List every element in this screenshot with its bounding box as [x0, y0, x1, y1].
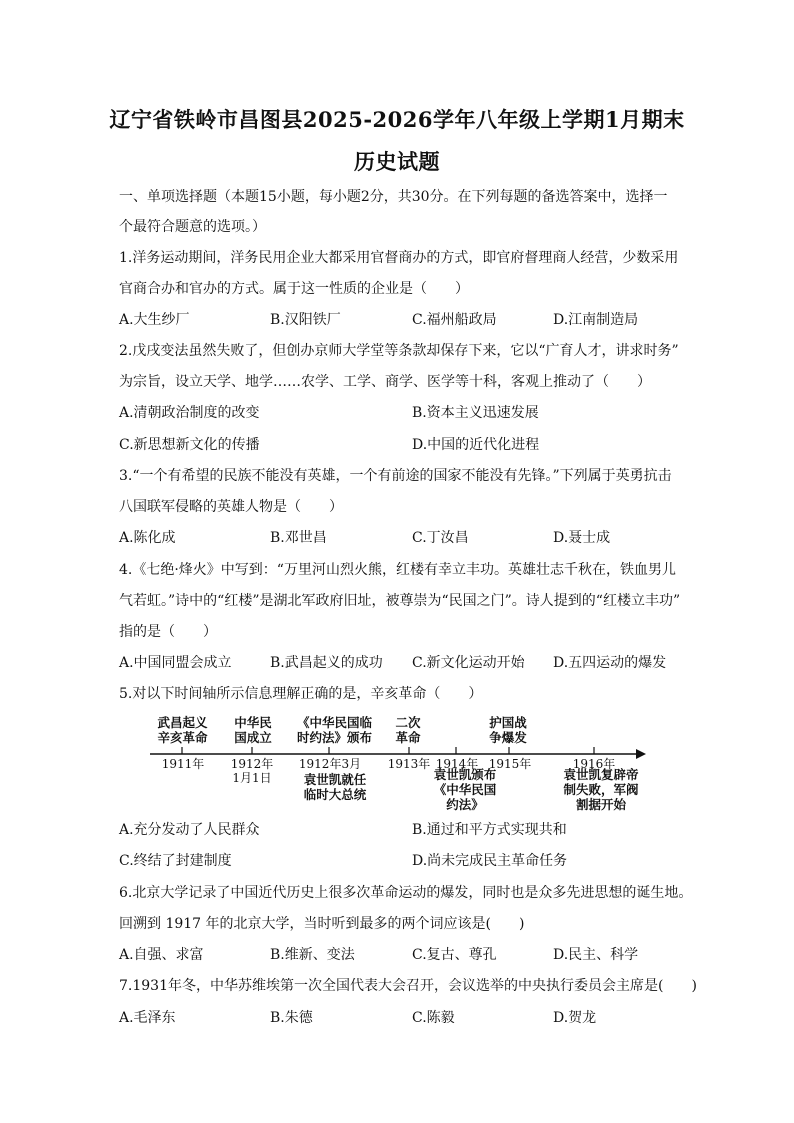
q6-stem-line1: 6.北京大学记录了中国近代历史上很多次革命运动的爆发，同时也是众多先进思想的诞生地。 [119, 885, 693, 901]
timeline-event-roc-founded: 中华民 国成立 [234, 715, 272, 745]
q5-option-c[interactable]: C.终结了封建制度 [119, 853, 232, 869]
q5-option-a[interactable]: A.充分发动了人民群众 [119, 822, 260, 838]
q4-option-c[interactable]: C.新文化运动开始 [412, 655, 525, 671]
q5-stem-line1: 5.对以下时间轴所示信息理解正确的是，辛亥革命（ ） [119, 686, 483, 702]
q3-option-d[interactable]: D.聂士成 [553, 530, 611, 546]
q6-stem-line2: 回溯到 1917 年的北京大学，当时听到最多的两个词应该是( ) [119, 916, 525, 932]
q2-option-d[interactable]: D.中国的近代化进程 [412, 437, 540, 453]
q6-option-d[interactable]: D.民主、科学 [553, 947, 639, 963]
timeline-event-yuan-restoration-fails: 袁世凯复辟帝 制失败，军阀 割据开始 [563, 767, 639, 812]
timeline-date-1911: 1911年 [161, 757, 205, 771]
timeline-event-national-protection-war: 护国战 争爆发 [489, 715, 527, 745]
q1-option-c[interactable]: C.福州船政局 [412, 312, 497, 328]
q2-stem-line2: 为宗旨，设立天学、地学……农学、工学、商学、医学等十科，客观上推动了（ ） [119, 374, 651, 390]
timeline-date-1914: 1914年 [435, 757, 479, 771]
q5-option-b[interactable]: B.通过和平方式实现共和 [412, 822, 567, 838]
q7-stem-line1: 7.1931年冬，中华苏维埃第一次全国代表大会召开，会议选举的中央执行委员会主席是( ) [119, 978, 697, 994]
q1-option-d[interactable]: D.江南制造局 [553, 312, 639, 328]
q2-stem-line1: 2.戊戌变法虽然失败了，但创办京师大学堂等条款却保存下来，它以“广育人才，讲求时务” [119, 343, 679, 359]
q2-option-c[interactable]: C.新思想新文化的传播 [119, 437, 260, 453]
q4-stem-line2: 气若虹。”诗中的“红楼”是湖北军政府旧址，被尊崇为“民国之门”。诗人提到的“红楼立丰功” [119, 593, 681, 609]
timeline-arrow-icon [636, 749, 646, 759]
q6-option-a[interactable]: A.自强、求富 [119, 947, 204, 963]
q4-stem-line3: 指的是（ ） [119, 624, 217, 640]
q1-stem-line2: 官商合办和官办的方式。属于这一性质的企业是（ ） [119, 281, 469, 297]
timeline-date-1916: 1916年 [572, 757, 616, 771]
section-heading-line2: 个最符合题意的选项。） [119, 219, 266, 235]
q7-option-a[interactable]: A.毛泽东 [119, 1010, 176, 1026]
q1-option-a[interactable]: A.大生纱厂 [119, 312, 190, 328]
q4-option-b[interactable]: B.武昌起义的成功 [270, 655, 383, 671]
q3-stem-line1: 3.“一个有希望的民族不能没有英雄，一个有前途的国家不能没有先锋。”下列属于英勇抗击 [119, 468, 672, 484]
q1-option-b[interactable]: B.汉阳铁厂 [270, 312, 341, 328]
q1-stem-line1: 1.洋务运动期间，洋务民用企业大都采用官督商办的方式，即官府督理商人经营，少数采用 [119, 250, 679, 266]
q3-option-a[interactable]: A.陈化成 [119, 530, 176, 546]
q4-stem-line1: 4.《七绝·烽火》中写到：“万里河山烈火熊，红楼有幸立丰功。英雄壮志千秋在，铁血男儿 [119, 562, 676, 578]
q7-option-d[interactable]: D.贺龙 [553, 1010, 597, 1026]
q4-option-d[interactable]: D.五四运动的爆发 [553, 655, 667, 671]
timeline-event-yuan-constitution: 袁世凯颁布 《中华民国 约法》 [433, 767, 497, 812]
timeline-event-yuan-presidency: 袁世凯就任 临时大总统 [303, 772, 367, 802]
q4-option-a[interactable]: A.中国同盟会成立 [119, 655, 232, 671]
q3-stem-line2: 八国联军侵略的英雄人物是（ ） [119, 499, 343, 515]
q7-option-b[interactable]: B.朱德 [270, 1010, 313, 1026]
q6-option-b[interactable]: B.维新、变法 [270, 947, 355, 963]
q5-option-d[interactable]: D.尚未完成民主革命任务 [412, 853, 568, 869]
q2-option-a[interactable]: A.清朝政治制度的改变 [119, 405, 260, 421]
timeline-date-1912-mar: 1912年3月 [298, 757, 362, 771]
section-heading-line1: 一、单项选择题（本题15小题，每小题2分，共30分。在下列每题的备选答案中，选择一 [119, 189, 668, 205]
timeline-date-1913: 1913年 [387, 757, 431, 771]
q7-option-c[interactable]: C.陈毅 [412, 1010, 455, 1026]
q2-option-b[interactable]: B.资本主义迅速发展 [412, 405, 539, 421]
timeline-event-second-revolution: 二次 革命 [395, 715, 421, 745]
timeline-date-1915: 1915年 [488, 757, 532, 771]
q3-option-c[interactable]: C.丁汝昌 [412, 530, 469, 546]
timeline-date-1912-jan: 1912年 1月1日 [230, 757, 274, 785]
exam-title-line1: 辽宁省铁岭市昌图县2025-2026学年八年级上学期1月期末 [109, 107, 685, 132]
timeline-event-wuchang-uprising: 武昌起义 辛亥革命 [157, 715, 208, 745]
timeline-event-provisional-constitution: 《中华民国临 时约法》颁布 [296, 715, 372, 745]
exam-title-line2: 历史试题 [354, 149, 440, 174]
q6-option-c[interactable]: C.复古、尊孔 [412, 947, 497, 963]
q3-option-b[interactable]: B.邓世昌 [270, 530, 327, 546]
